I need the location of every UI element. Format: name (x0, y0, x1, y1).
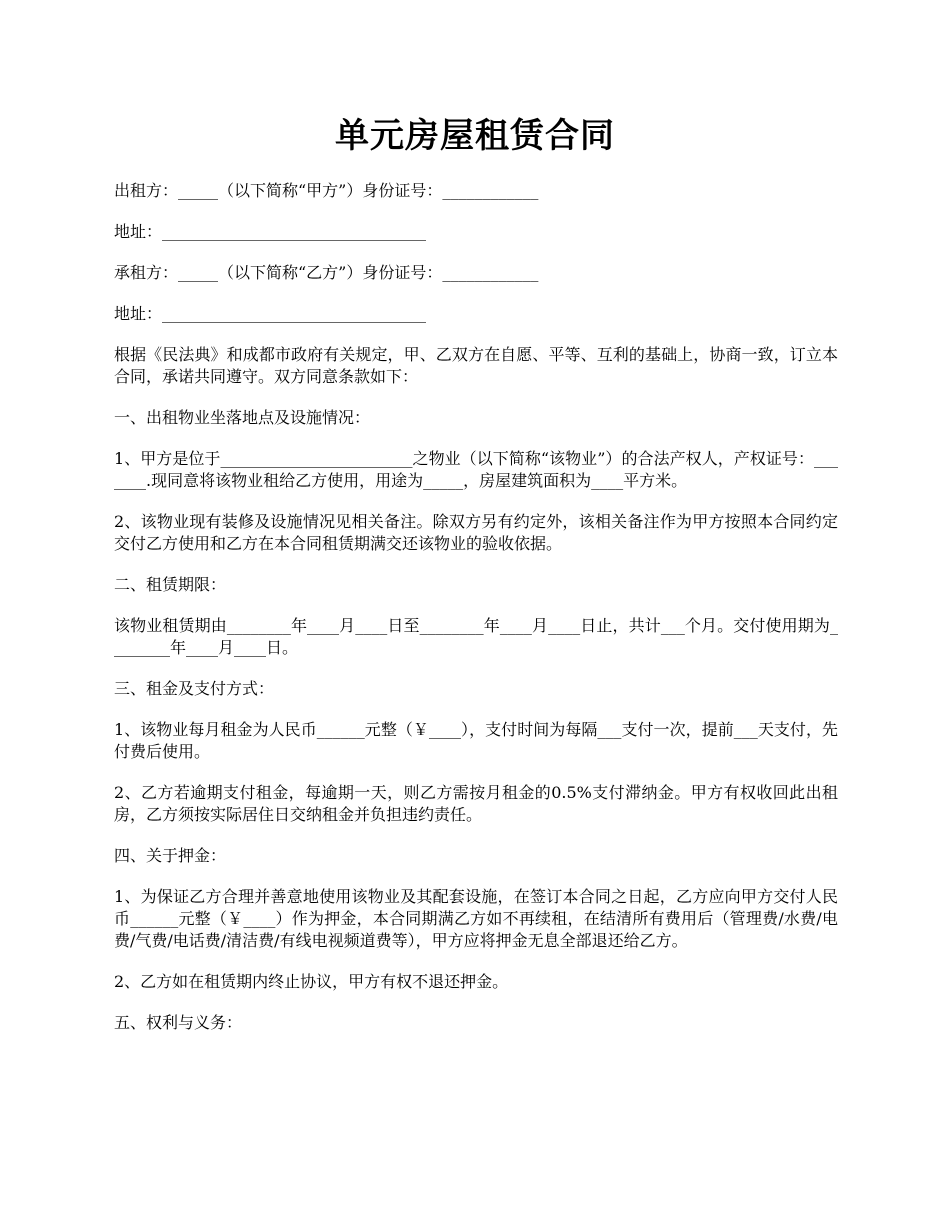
section-heading: 五、权利与义务： (114, 1013, 243, 1032)
clause-paragraph: 2、该物业现有装修及设施情况见相关备注。除双方另有约定外，该相关备注作为甲方按照本合同约定交付乙方使用和乙方在本合同租赁期满交还该物业的验收依据。 (114, 512, 838, 553)
clause-paragraph: 该物业租赁期由________年____月____日至________年____月____日止，共计___个月。交付使用期为________年____月____日。 (114, 616, 838, 657)
clause-paragraph: 2、乙方若逾期支付租金，每逾期一天，则乙方需按月租金的0.5%支付滞纳金。甲方有权收回此出租房，乙方须按实际居住日交纳租金并负担违约责任。 (114, 783, 838, 824)
lessor-address-line: 地址：_________________________________ (114, 222, 427, 241)
section-heading: 二、租赁期限： (114, 575, 227, 594)
document-title: 单元房屋租赁合同 (335, 116, 615, 156)
document-body (114, 180, 838, 1053)
section-heading: 一、出租物业坐落地点及设施情况： (114, 408, 371, 427)
clause-paragraph: 1、甲方是位于________________________之物业（以下简称“该物业”）的合法产权人，产权证号：_______.现同意将该物业租给乙方使用，用途为_____，房屋建筑面积为____平方米。 (114, 449, 838, 490)
lessee-line: 承租方：_____（以下简称“乙方”）身份证号：____________ (114, 263, 539, 282)
section-heading: 四、关于押金： (114, 846, 227, 865)
clause-paragraph: 1、该物业每月租金为人民币______元整（￥____），支付时间为每隔___支付一次，提前___天支付，先付费后使用。 (114, 720, 838, 761)
preamble-paragraph: 根据《民法典》和成都市政府有关规定，甲、乙双方在自愿、平等、互利的基础上，协商一致，订立本合同，承诺共同遵守。双方同意条款如下： (114, 345, 838, 386)
section-heading: 三、租金及支付方式： (114, 679, 275, 698)
clause-paragraph: 2、乙方如在租赁期内终止协议，甲方有权不退还押金。 (114, 972, 509, 991)
clause-paragraph: 1、为保证乙方合理并善意地使用该物业及其配套设施，在签订本合同之日起，乙方应向甲方交付人民币______元整（￥____）作为押金，本合同期满乙方如不再续租，在结清所有费用后（管理费/水费/电费/气费/电话费/清洁费/有线电视频道费等），甲方应将押金无息全部退还给乙方。 (114, 887, 838, 950)
lessee-address-line: 地址：_________________________________ (114, 304, 427, 323)
lessor-line: 出租方：_____（以下简称“甲方”）身份证号：____________ (114, 181, 539, 200)
